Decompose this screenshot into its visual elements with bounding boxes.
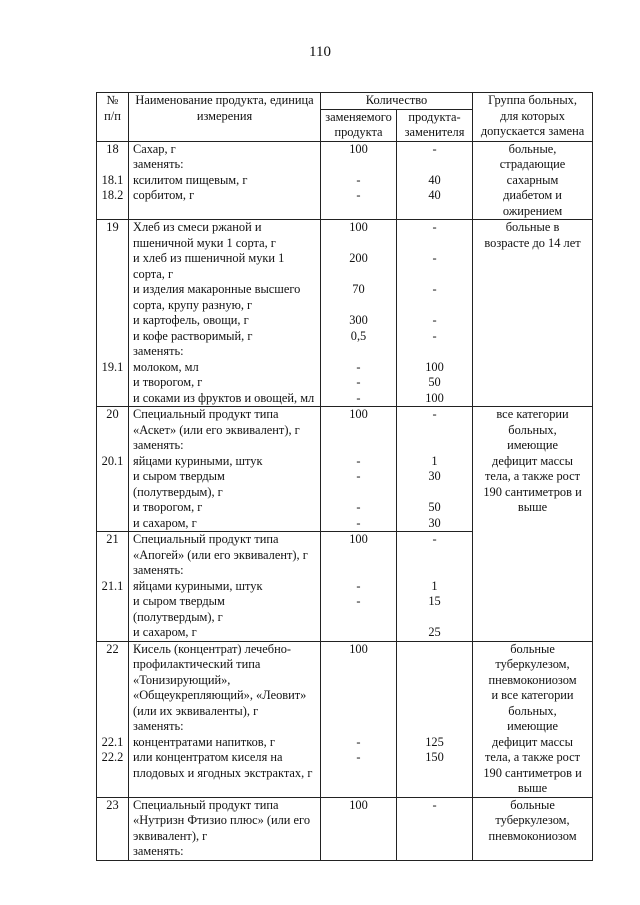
group-line: пневмокониозом: [488, 672, 577, 687]
substitute-line: 50: [428, 500, 441, 514]
num-line: [97, 236, 128, 252]
name-line: заменять:: [133, 563, 184, 577]
substitute-line: [397, 563, 472, 579]
num-line: [97, 704, 128, 720]
substitute-line: [397, 657, 472, 673]
substitute-line: 30: [428, 515, 441, 530]
substitute-quantity-cell: [397, 532, 473, 642]
substitute-line: [397, 423, 472, 439]
name-line: (полутвердым), г: [133, 484, 223, 499]
page-number: 110: [309, 44, 331, 60]
replaced-line: -: [356, 390, 361, 405]
replaced-line: 100: [349, 641, 368, 656]
group-line: дефицит массы: [492, 734, 573, 749]
replaced-line: -: [356, 469, 361, 483]
num-line: [97, 329, 128, 345]
name-line: «Аскет» (или его эквивалент), г: [133, 422, 300, 437]
replaced-quantity-cell: [321, 797, 397, 860]
name-line: «Нутризн Фтизио плюс» (или его: [133, 813, 311, 827]
group-line: 190 сантиметров и: [483, 484, 582, 499]
substitute-line: [397, 766, 472, 782]
num-line: [97, 267, 128, 283]
substitute-line: 100: [425, 390, 444, 405]
group-line: и все категории: [491, 688, 574, 702]
num-line: [97, 391, 128, 407]
replaced-line: [321, 673, 396, 689]
group-line: страдающие: [499, 157, 566, 171]
product-name-cell: [129, 797, 321, 860]
num-line: [97, 813, 128, 829]
num-line: [97, 298, 128, 314]
replaced-quantity-cell: [321, 407, 397, 532]
group-line: больные: [510, 797, 555, 812]
substitute-line: [397, 642, 472, 658]
name-line: и изделия макаронные высшего: [133, 282, 301, 296]
substitute-line: 40: [428, 172, 441, 187]
name-line: Кисель (концентрат) лечебно-: [133, 641, 292, 656]
num-line: 18.1: [101, 172, 124, 187]
replaced-line: -: [356, 734, 361, 749]
group-line: больные: [510, 641, 555, 656]
replaced-line: [321, 844, 396, 860]
replaced-line: [321, 704, 396, 720]
substitute-line: [397, 298, 472, 314]
name-line: Сахар, г: [133, 141, 176, 156]
substitute-line: 100: [425, 359, 444, 374]
group-line: выше: [517, 781, 548, 795]
group-line: больных,: [508, 703, 557, 718]
name-line: и сыром твердым: [133, 594, 225, 608]
num-line: [97, 423, 128, 439]
num-line: [97, 766, 128, 782]
table-row: [97, 407, 593, 532]
product-name-cell: [129, 641, 321, 797]
replaced-line: [321, 423, 396, 439]
num-line: [97, 469, 128, 485]
group-line: больные,: [508, 141, 557, 156]
name-line: «Общеукрепляющий», «Леовит»: [133, 688, 307, 702]
substitute-quantity-cell: [397, 141, 473, 220]
header-product-name: Наименование продукта, единица измерения: [129, 93, 321, 142]
substitute-line: -: [432, 407, 437, 421]
num-line: [97, 500, 128, 516]
patient-group-cell: [473, 141, 593, 220]
replaced-line: 100: [349, 141, 368, 156]
replaced-line: [321, 344, 396, 360]
replaced-line: -: [356, 750, 361, 764]
replaced-line: [321, 766, 396, 782]
group-line: туберкулезом,: [495, 813, 570, 827]
num-line: [97, 829, 128, 845]
replaced-line: [321, 610, 396, 626]
replaced-line: [321, 438, 396, 454]
num-line: [97, 438, 128, 454]
row-number-cell: [97, 407, 129, 532]
substitute-line: -: [432, 328, 437, 343]
substitute-line: 15: [428, 594, 441, 608]
name-line: и сахаром, г: [133, 625, 197, 639]
replaced-line: 100: [349, 797, 368, 812]
substitute-line: [397, 719, 472, 735]
substitute-line: 25: [428, 625, 441, 639]
replaced-line: -: [356, 578, 361, 593]
substitute-line: -: [432, 313, 437, 327]
substitute-line: [397, 704, 472, 720]
num-line: 23: [106, 797, 119, 812]
substitute-line: [397, 548, 472, 564]
num-line: 22.1: [101, 734, 124, 749]
substitute-line: -: [432, 797, 437, 812]
num-line: [97, 344, 128, 360]
replaced-line: [321, 625, 396, 641]
name-line: профилактический типа: [133, 657, 261, 671]
num-line: 18.2: [101, 188, 124, 202]
name-line: заменять:: [133, 844, 184, 858]
replaced-line: [321, 688, 396, 704]
num-line: 21: [106, 532, 119, 546]
name-line: и соками из фруктов и овощей, мл: [133, 390, 315, 405]
num-line: [97, 375, 128, 391]
replaced-quantity-cell: [321, 532, 397, 642]
substitute-line: -: [432, 251, 437, 265]
num-line: 21.1: [101, 578, 124, 593]
name-line: Специальный продукт типа: [133, 407, 279, 421]
replaced-line: 0,5: [350, 328, 367, 343]
substitute-line: 40: [428, 188, 441, 202]
patient-group-cell: [473, 797, 593, 860]
substitute-line: [397, 485, 472, 501]
product-name-cell: [129, 141, 321, 220]
group-line: туберкулезом,: [495, 657, 570, 671]
table-row: [97, 141, 593, 220]
name-line: и сахаром, г: [133, 515, 197, 530]
replaced-line: -: [356, 515, 361, 530]
replaced-line: 100: [349, 532, 368, 546]
name-line: и сыром твердым: [133, 469, 225, 483]
name-line: заменять:: [133, 438, 184, 452]
name-line: [129, 204, 320, 220]
num-line: [97, 673, 128, 689]
name-line: «Апогей» (или его эквивалент), г: [133, 547, 308, 562]
name-line: эквивалент), г: [133, 828, 208, 843]
num-line: [97, 313, 128, 329]
name-line: Специальный продукт типа: [133, 797, 279, 812]
num-line: 18: [106, 141, 119, 156]
group-line: сахарным: [506, 172, 559, 187]
replaced-line: [321, 813, 396, 829]
num-line: [97, 844, 128, 860]
substitute-quantity-cell: [397, 797, 473, 860]
substitute-line: 50: [428, 375, 441, 389]
group-line: возрасте до 14 лет: [484, 235, 581, 250]
product-name-cell: [129, 532, 321, 642]
name-line: яйцами куриными, штук: [133, 453, 263, 468]
substitute-line: [397, 267, 472, 283]
table-row: [97, 641, 593, 797]
num-line: 20: [106, 407, 119, 421]
header-quantity: Количество: [321, 93, 473, 110]
name-line: (полутвердым), г: [133, 609, 223, 624]
num-line: [97, 657, 128, 673]
name-line: и кофе растворимый, г: [133, 328, 253, 343]
group-line: ожирением: [502, 203, 563, 218]
row-number-cell: [97, 141, 129, 220]
substitute-line: 30: [428, 469, 441, 483]
substitute-line: [397, 829, 472, 845]
replaced-quantity-cell: [321, 220, 397, 407]
name-line: сорта, крупу разную, г: [133, 297, 253, 312]
group-line: тела, а также рост: [484, 469, 581, 483]
group-line: имеющие: [507, 438, 558, 452]
table-row: [97, 797, 593, 860]
num-line: 22: [106, 641, 119, 656]
num-line: [97, 719, 128, 735]
substitute-quantity-cell: [397, 641, 473, 797]
row-number-cell: [97, 532, 129, 642]
replaced-line: -: [356, 375, 361, 389]
name-line: ксилитом пищевым, г: [133, 172, 248, 187]
replaced-quantity-cell: [321, 141, 397, 220]
header-patient-group: Группа больных, для которых допускается замена: [473, 93, 593, 142]
name-line: и хлеб из пшеничной муки 1: [133, 251, 285, 265]
substitute-quantity-cell: [397, 407, 473, 532]
num-line: 19.1: [101, 359, 124, 374]
num-line: [97, 516, 128, 532]
substitute-line: -: [432, 282, 437, 296]
name-line: и творогом, г: [133, 375, 203, 389]
num-line: [97, 157, 128, 173]
name-line: «Тонизирующий»,: [133, 672, 231, 687]
name-line: заменять:: [133, 344, 184, 358]
name-line: и творогом, г: [133, 500, 203, 514]
replaced-line: 300: [349, 313, 368, 327]
replaced-line: [321, 204, 396, 220]
num-line: [97, 204, 128, 220]
substitute-line: [397, 157, 472, 173]
num-line: [97, 251, 128, 267]
group-line: дефицит массы: [492, 453, 573, 468]
num-line: [97, 594, 128, 610]
group-line: 190 сантиметров и: [483, 765, 582, 780]
replaced-line: -: [356, 453, 361, 468]
group-line: имеющие: [507, 719, 558, 733]
replaced-line: [321, 657, 396, 673]
num-line: 22.2: [101, 750, 124, 764]
product-name-cell: [129, 220, 321, 407]
substitute-line: -: [432, 220, 437, 234]
replaced-line: [321, 563, 396, 579]
name-line: сорбитом, г: [133, 188, 195, 202]
name-line: Специальный продукт типа: [133, 532, 279, 546]
substitute-line: [397, 844, 472, 860]
group-line: тела, а также рост: [484, 750, 581, 764]
substitute-line: [397, 688, 472, 704]
substitute-line: [397, 610, 472, 626]
row-number-cell: [97, 797, 129, 860]
substitute-quantity-cell: [397, 220, 473, 407]
substitute-line: 1: [431, 453, 438, 468]
replaced-line: -: [356, 172, 361, 187]
group-line: пневмокониозом: [488, 828, 577, 843]
substitute-line: 150: [425, 750, 444, 764]
group-line: больные в: [505, 220, 560, 234]
num-line: [97, 282, 128, 298]
replaced-line: [321, 298, 396, 314]
substitute-line: 125: [425, 734, 444, 749]
replaced-line: [321, 829, 396, 845]
num-line: [97, 563, 128, 579]
group-line: диабетом и: [503, 188, 562, 202]
name-line: Хлеб из смеси ржаной и: [133, 220, 262, 234]
name-line: сорта, г: [133, 266, 174, 281]
header-replaced-product: заменяемого продукта: [321, 109, 397, 141]
replaced-line: [321, 236, 396, 252]
name-line: пшеничной муки 1 сорта, г: [133, 235, 276, 250]
replaced-line: 100: [349, 407, 368, 421]
patient-group-cell: [473, 641, 593, 797]
replaced-line: -: [356, 359, 361, 374]
replaced-line: 70: [352, 282, 365, 296]
substitute-line: -: [432, 532, 437, 546]
group-line: больных,: [508, 422, 557, 437]
table-row: [97, 220, 593, 407]
replaced-line: [321, 719, 396, 735]
name-line: плодовых и ягодных экстрактах, г: [133, 765, 313, 780]
replaced-line: [321, 485, 396, 501]
num-line: 20.1: [101, 453, 124, 468]
header-number: № п/п: [97, 93, 129, 142]
num-line: 19: [106, 220, 119, 234]
replaced-line: [321, 548, 396, 564]
patient-group-cell: [473, 220, 593, 407]
name-line: (или их эквиваленты), г: [133, 703, 259, 718]
substitute-line: [397, 236, 472, 252]
substitution-table: [96, 92, 593, 861]
row-number-cell: [97, 641, 129, 797]
substitute-line: [397, 438, 472, 454]
row-number-cell: [97, 220, 129, 407]
substitute-line: [397, 344, 472, 360]
replaced-quantity-cell: [321, 641, 397, 797]
substitute-line: -: [432, 141, 437, 156]
name-line: заменять:: [133, 157, 184, 171]
num-line: [97, 688, 128, 704]
name-line: или концентратом киселя на: [133, 750, 283, 764]
patient-group-cell: [473, 407, 593, 642]
header-substitute-product: продукта- заменителя: [397, 109, 473, 141]
group-line: все категории: [496, 407, 569, 421]
num-line: [97, 625, 128, 641]
product-name-cell: [129, 407, 321, 532]
replaced-line: -: [356, 594, 361, 608]
name-line: и картофель, овощи, г: [133, 313, 249, 327]
replaced-line: 100: [349, 220, 368, 234]
replaced-line: [321, 267, 396, 283]
replaced-line: -: [356, 500, 361, 514]
table-header-row: [97, 93, 593, 110]
substitute-line: [397, 813, 472, 829]
replaced-line: -: [356, 188, 361, 202]
num-line: [97, 485, 128, 501]
replaced-line: 200: [349, 251, 368, 265]
replaced-line: [321, 157, 396, 173]
name-line: молоком, мл: [133, 359, 199, 374]
name-line: яйцами куриными, штук: [133, 578, 263, 593]
name-line: заменять:: [133, 719, 184, 733]
name-line: концентратами напитков, г: [133, 734, 275, 749]
num-line: [97, 610, 128, 626]
group-line: выше: [517, 500, 548, 514]
num-line: [97, 548, 128, 564]
substitute-line: [397, 204, 472, 220]
substitute-line: 1: [431, 578, 438, 593]
substitute-line: [397, 673, 472, 689]
